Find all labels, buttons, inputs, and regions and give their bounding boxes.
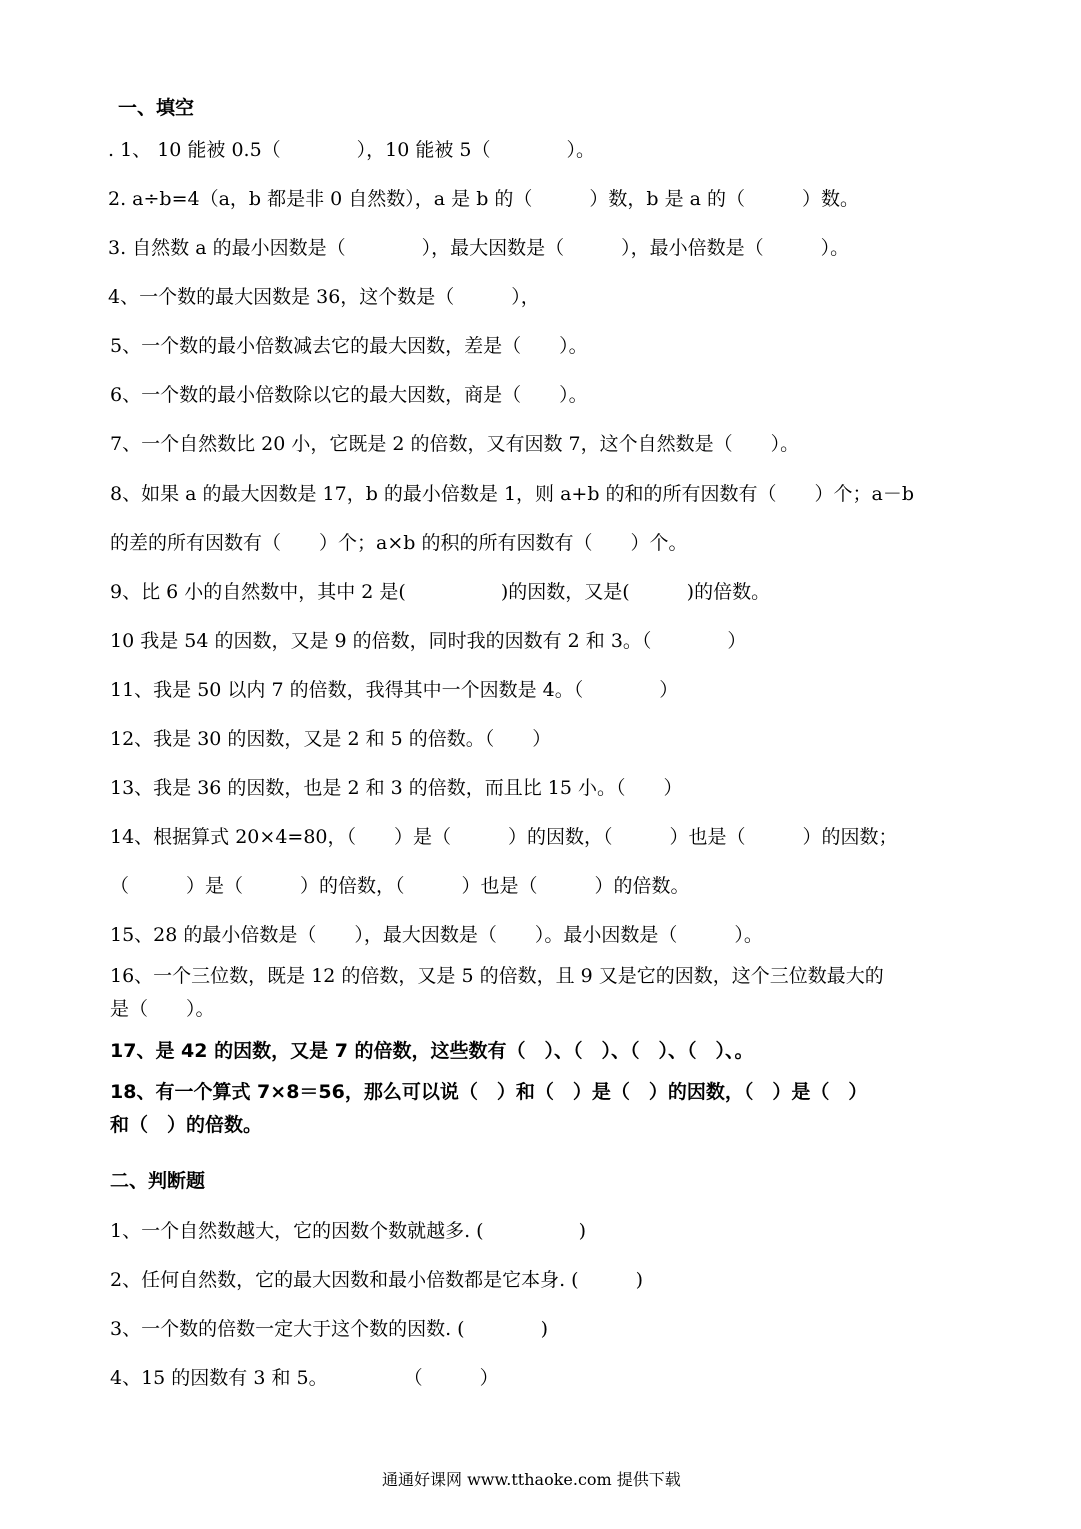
fill-item-2: 2. a÷b=4（a，b 都是非 0 自然数），a 是 b 的（ ）数，b 是 a 的（ ）数。 xyxy=(108,188,860,210)
fill-item-5: 5、一个数的最小倍数减去它的最大因数，差是（ ）。 xyxy=(110,335,588,357)
section2-heading: 二、判断题 xyxy=(110,1170,206,1192)
fill-item-1: . 1、 10 能被 0.5（ ），10 能被 5（ ）。 xyxy=(108,139,596,161)
judge-item-4: 4、15 的因数有 3 和 5。 （ ） xyxy=(110,1367,499,1389)
judge-item-1: 1、一个自然数越大，它的因数个数就越多. ( ) xyxy=(110,1220,586,1242)
fill-item-14-line1: 14、根据算式 20×4=80，（ ）是（ ）的因数，（ ）也是（ ）的因数； xyxy=(110,826,898,848)
fill-item-11: 11、我是 50 以内 7 的倍数，我得其中一个因数是 4。（ ） xyxy=(110,679,679,701)
fill-item-8-line2: 的差的所有因数有（ ）个；a×b 的积的所有因数有（ ）个。 xyxy=(110,532,688,554)
fill-item-14-line2: （ ）是（ ）的倍数，（ ）也是（ ）的倍数。 xyxy=(110,875,690,897)
fill-item-4: 4、一个数的最大因数是 36，这个数是（ ）， xyxy=(108,286,540,308)
footer-source: 通通好课网 www.tthaoke.com 提供下载 xyxy=(382,1470,681,1489)
fill-item-12: 12、我是 30 的因数，又是 2 和 5 的倍数。（ ） xyxy=(110,728,552,750)
fill-item-16-line2: 是（ ）。 xyxy=(110,998,215,1020)
judge-item-2: 2、任何自然数，它的最大因数和最小倍数都是它本身. ( ) xyxy=(110,1269,643,1291)
fill-item-10: 10 我是 54 的因数，又是 9 的倍数，同时我的因数有 2 和 3。（ ） xyxy=(110,630,747,652)
section1-heading: 一、填空 xyxy=(118,97,195,119)
fill-item-8-line1: 8、如果 a 的最大因数是 17，b 的最小倍数是 1，则 a+b 的和的所有因数有（ ）个；a－b xyxy=(110,483,915,505)
fill-item-9: 9、比 6 小的自然数中，其中 2 是( )的因数，又是( )的倍数。 xyxy=(110,581,771,603)
fill-item-17: 17、是 42 的因数，又是 7 的倍数，这些数有（ ）、（ ）、（ ）、（ ）、。 xyxy=(110,1040,754,1062)
fill-item-13: 13、我是 36 的因数，也是 2 和 3 的倍数，而且比 15 小。（ ） xyxy=(110,777,683,799)
fill-item-6: 6、一个数的最小倍数除以它的最大因数，商是（ ）。 xyxy=(110,384,588,406)
fill-item-7: 7、一个自然数比 20 小，它既是 2 的倍数，又有因数 7，这个自然数是（ ）。 xyxy=(110,433,800,455)
fill-item-18-line2: 和（ ）的倍数。 xyxy=(110,1114,263,1136)
fill-item-3: 3. 自然数 a 的最小因数是（ ），最大因数是（ ），最小倍数是（ ）。 xyxy=(108,237,850,259)
fill-item-18-line1: 18、有一个算式 7×8＝56，那么可以说（ ）和（ ）是（ ）的因数，（ ）是（ ） xyxy=(110,1081,868,1103)
fill-item-15: 15、28 的最小倍数是（ ），最大因数是（ ）。最小因数是（ ）。 xyxy=(110,924,763,946)
judge-item-3: 3、一个数的倍数一定大于这个数的因数. ( ) xyxy=(110,1318,548,1340)
fill-item-16-line1: 16、一个三位数，既是 12 的倍数，又是 5 的倍数，且 9 又是它的因数，这个三位数最大的 xyxy=(110,965,884,987)
